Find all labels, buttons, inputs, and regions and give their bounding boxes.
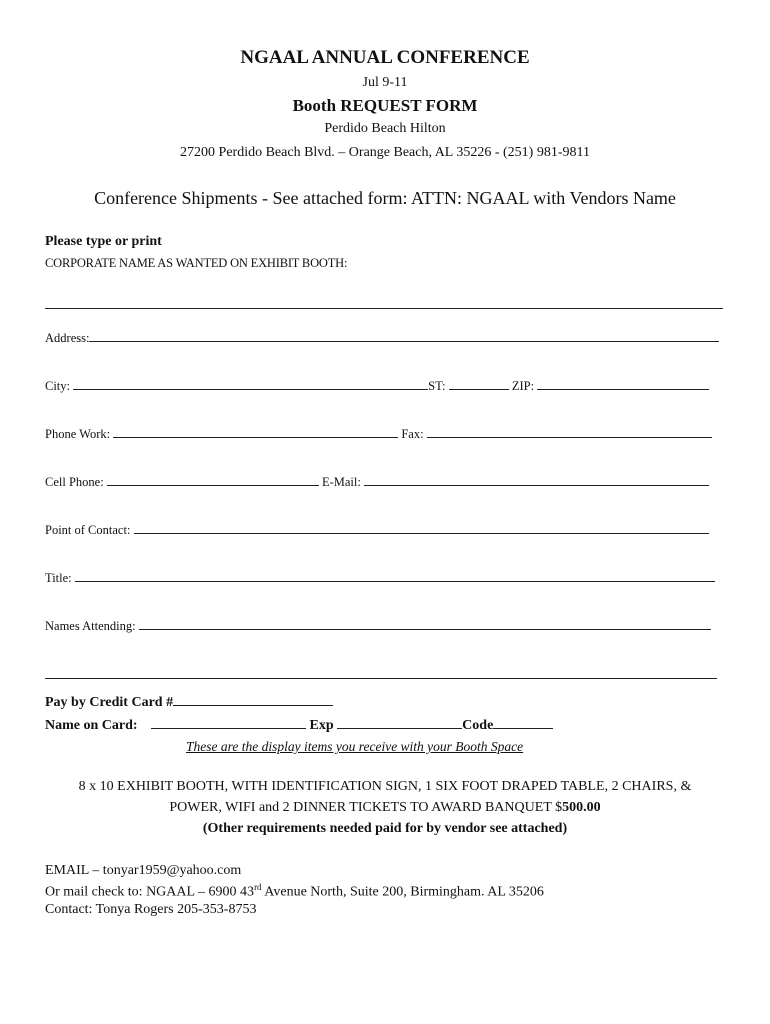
phone-work-label: Phone Work: xyxy=(45,427,111,441)
name-on-card-label: Name on Card: xyxy=(45,718,138,733)
point-of-contact-field[interactable] xyxy=(134,522,709,534)
booth-price: 500.00 xyxy=(562,800,601,815)
city-label: City: xyxy=(45,379,71,393)
venue-name: Perdido Beach Hilton xyxy=(324,121,446,136)
address-label: Address: xyxy=(45,331,90,345)
title-field[interactable] xyxy=(75,570,715,582)
cell-phone-label: Cell Phone: xyxy=(45,475,104,489)
st-label: ST: xyxy=(428,379,446,393)
credit-card-field[interactable] xyxy=(173,693,333,706)
city-field[interactable] xyxy=(73,378,428,390)
conference-dates: Jul 9-11 xyxy=(362,75,408,90)
booth-description-line1: 8 x 10 EXHIBIT BOOTH, WITH IDENTIFICATION SIGN, 1 SIX FOOT DRAPED TABLE, 2 CHAIRS, & xyxy=(78,779,692,794)
booth-description-text: POWER, WIFI and 2 DINNER TICKETS TO AWARD BANQUET $ xyxy=(169,800,563,815)
names-row xyxy=(45,618,711,634)
venue-address: 27200 Perdido Beach Blvd. – Orange Beach, AL 35226 - (251) 981-9811 xyxy=(180,145,590,160)
exp-field[interactable] xyxy=(337,716,462,729)
contact-row xyxy=(45,522,709,538)
state-field[interactable] xyxy=(449,378,509,390)
address-row xyxy=(45,330,719,346)
names-attending-extra-field[interactable] xyxy=(45,678,717,679)
contact-email: EMAIL – tonyar1959@yahoo.com xyxy=(45,863,242,878)
credit-card-label: Pay by Credit Card # xyxy=(45,695,174,710)
phone-work-field[interactable] xyxy=(113,426,398,438)
code-field[interactable] xyxy=(493,716,553,729)
email-field[interactable] xyxy=(364,474,709,486)
cell-row xyxy=(45,474,709,490)
shipments-note: Conference Shipments - See attached form: ATTN: NGAAL with Vendors Name xyxy=(94,188,676,208)
form-subtitle: Booth REQUEST FORM xyxy=(292,96,478,115)
phone-row xyxy=(45,426,712,442)
display-items-heading: These are the display items you receive with your Booth Space xyxy=(186,739,524,754)
mail-address-sup: rd xyxy=(254,882,262,892)
zip-field[interactable] xyxy=(537,378,709,390)
mail-address xyxy=(45,882,544,901)
name-on-card-row xyxy=(45,716,553,734)
contact-person: Contact: Tonya Rogers 205-353-8753 xyxy=(45,902,257,917)
instructions: Please type or print xyxy=(45,234,162,249)
names-attending-label: Names Attending: xyxy=(45,619,136,633)
other-requirements: (Other requirements needed paid for by vendor see attached) xyxy=(202,821,568,836)
mail-address-prefix: Or mail check to: NGAAL – 6900 43 xyxy=(45,884,255,900)
name-on-card-field[interactable] xyxy=(151,716,306,729)
corporate-name-field[interactable] xyxy=(45,308,723,309)
code-label: Code xyxy=(462,718,494,733)
fax-field[interactable] xyxy=(427,426,712,438)
mail-address-suffix: Avenue North, Suite 200, Birmingham. AL 35206 xyxy=(261,884,544,900)
names-attending-field[interactable] xyxy=(139,618,711,630)
point-of-contact-label: Point of Contact: xyxy=(45,523,131,537)
zip-label: ZIP: xyxy=(511,379,535,393)
fax-label: Fax: xyxy=(401,427,424,441)
booth-description-line2 xyxy=(0,800,770,816)
email-label: E-Mail: xyxy=(321,475,361,489)
title-label: Title: xyxy=(45,571,72,585)
conference-title: NGAAL ANNUAL CONFERENCE xyxy=(240,47,530,68)
corporate-name-label: CORPORATE NAME AS WANTED ON EXHIBIT BOOTH: xyxy=(45,256,348,270)
cell-phone-field[interactable] xyxy=(107,474,319,486)
city-row xyxy=(45,378,709,394)
address-field[interactable] xyxy=(89,330,719,342)
title-row xyxy=(45,570,715,586)
exp-label: Exp xyxy=(309,718,334,733)
credit-card-row xyxy=(45,693,333,711)
